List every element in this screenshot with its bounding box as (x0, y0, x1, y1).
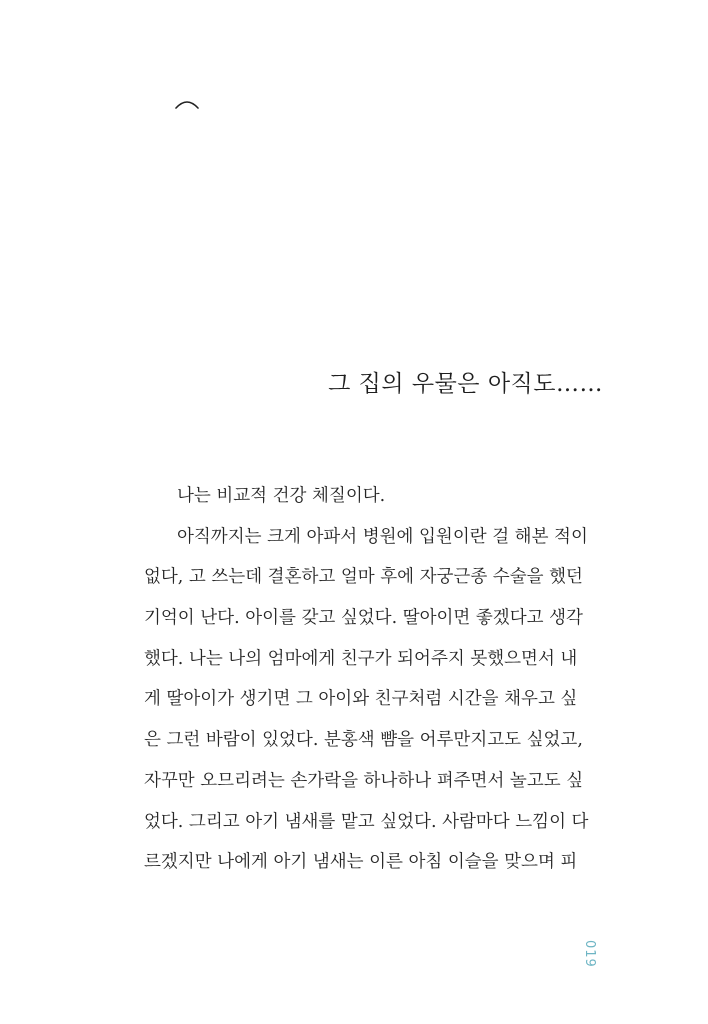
chapter-open-mark-icon (174, 96, 200, 110)
body-line: 기억이 난다. 아이를 갖고 싶었다. 딸아이면 좋겠다고 생각 (144, 608, 583, 629)
chapter-title: 그 집의 우물은 아직도…… (328, 371, 603, 397)
body-line: 아직까지는 크게 아파서 병원에 입원이란 걸 해본 적이 (177, 526, 588, 547)
body-line: 은 그런 바람이 있었다. 분홍색 뺨을 어루만지고도 싶었고, (144, 730, 583, 751)
body-line: 나는 비교적 건강 체질이다. (177, 486, 386, 506)
body-line: 자꾸만 오므리려는 손가락을 하나하나 펴주면서 놀고도 싶 (144, 770, 584, 791)
page-number: 019 (582, 940, 597, 968)
body-line: 었다. 그리고 아기 냄새를 맡고 싶었다. 사람마다 느낌이 다 (144, 811, 589, 832)
body-line: 르겠지만 나에게 아기 냄새는 이른 아침 이슬을 맞으며 피 (144, 852, 578, 873)
body-line: 게 딸아이가 생기면 그 아이와 친구처럼 시간을 채우고 싶 (144, 689, 578, 710)
body-line: 없다, 고 쓰는데 결혼하고 얼마 후에 자궁근종 수술을 했던 (144, 567, 583, 588)
body-line: 했다. 나는 나의 엄마에게 친구가 되어주지 못했으면서 내 (144, 648, 578, 669)
body-text (144, 476, 604, 883)
